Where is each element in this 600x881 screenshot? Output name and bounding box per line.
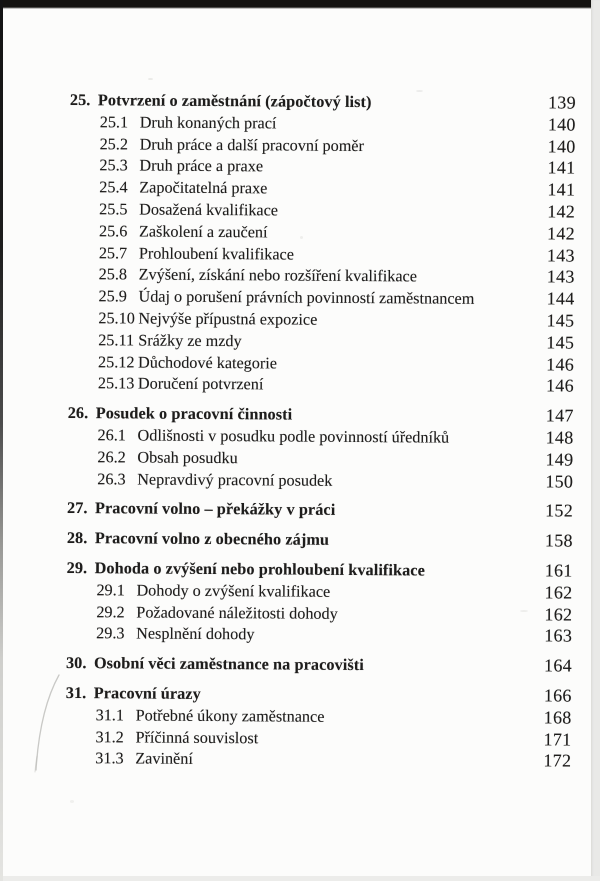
entry-title: Posudek o pracovní činnosti [95,404,293,424]
toc-entry-26-2 [67,446,573,471]
entry-number: 31. [65,683,87,703]
entry-page-number: 164 [544,655,573,676]
toc-entry-25-9 [68,285,574,310]
entry-page-number: 148 [545,427,574,448]
entry-number: 25.9 [98,287,127,306]
toc-entry-30 [66,652,572,677]
entry-number: 31.3 [95,749,124,768]
toc-entry-25-2 [70,133,576,158]
entry-title: Potvrzení o zaměstnání (zápočtový list) [97,91,372,112]
toc-entry-25-11 [68,329,574,354]
entry-page-number: 143 [546,266,575,287]
entry-page-number: 142 [547,201,576,222]
entry-page-number: 162 [544,582,573,603]
entry-page-number: 141 [547,179,576,200]
entry-title: Nesplnění dohody [136,624,255,644]
entry-title: Zaškolení a zaučení [138,222,268,242]
entry-page-number: 171 [543,728,572,750]
toc-entry-27 [67,497,573,522]
entry-number: 26.2 [97,447,126,467]
entry-page-number: 140 [547,135,576,157]
entry-title: Pracovní volno z obecného zájmu [94,529,330,549]
entry-title: Doručení potvrzení [137,374,264,394]
entry-page-number: 168 [543,707,572,728]
entry-number: 25.12 [98,352,135,372]
entry-number: 25.1 [99,113,129,132]
toc-entry-25-6 [69,220,575,245]
entry-title: Druh práce a další pracovní poměr [139,135,364,155]
entry-number: 29.2 [96,602,125,621]
entry-page-number: 141 [547,157,576,178]
entry-title: Obsah posudku [137,448,238,467]
entry-page-number: 163 [544,625,573,646]
entry-number: 25.13 [97,374,135,393]
entry-page-number: 172 [543,750,572,771]
entry-number: 26.1 [97,426,126,445]
toc-entry-25-12 [68,351,574,376]
entry-page-number: 146 [545,375,575,396]
toc-entry-25-10 [68,307,574,332]
entry-title: Potřebné úkony zaměstnance [135,706,325,726]
toc-entry-25-3 [69,154,575,179]
toc-entry-25-7 [69,242,575,267]
entry-title: Nepravdivý pracovní posudek [137,470,333,490]
entry-page-number: 162 [544,603,573,625]
entry-number: 25.10 [98,309,135,328]
scan-left-edge [0,0,3,881]
entry-title: Zavinění [135,749,193,769]
entry-page-number: 152 [545,500,574,521]
toc-entry-31-3 [65,747,571,772]
entry-page-number: 144 [546,288,575,309]
scan-speck [148,78,153,80]
entry-number: 25.6 [98,221,128,241]
toc-entry-26 [68,402,574,427]
toc-entry-26-3 [67,468,573,493]
entry-page-number: 150 [545,470,574,492]
toc-entry-25-13 [68,372,574,397]
entry-title: Odlišnosti v posudku podle povinností úředníků [137,426,450,447]
entry-title: Osobní věci zaměstnance na pracovišti [93,654,364,675]
entry-page-number: 139 [547,92,576,113]
toc-entry-25-4 [69,176,575,201]
toc-entry-25-1 [70,111,576,136]
entry-title: Dohoda o zvýšení nebo prohloubení kvalifikace [94,559,425,580]
entry-number: 29. [66,558,88,578]
scan-right-edge [591,0,600,881]
entry-page-number: 142 [547,223,576,244]
entry-page-number: 161 [544,560,573,581]
entry-number: 25.5 [99,200,128,219]
scan-top-edge [0,0,600,9]
entry-title: Prohloubení kvalifikace [138,244,295,264]
entry-number: 28. [66,529,88,548]
entry-number: 25.8 [98,265,128,284]
entry-page-number: 145 [546,332,575,353]
entry-page-number: 146 [546,353,575,375]
toc-entry-29-3 [66,622,572,647]
entry-title: Dohody o zvýšení kvalifikace [136,581,331,601]
entry-title: Požadované náležitosti dohody [136,603,338,623]
entry-title: Dosažená kvalifikace [139,200,279,220]
entry-title: Pracovní úrazy [93,684,201,703]
toc-entry-25 [70,89,576,114]
toc-entry-31 [66,682,572,707]
entry-number: 25.11 [98,330,135,350]
scan-speck [70,800,74,803]
entry-number: 25.2 [99,134,129,153]
entry-title: Druh konaných prací [139,113,277,133]
entry-title: Příčinná souvislost [135,727,259,747]
toc-entry-25-5 [69,198,575,223]
entry-title: Údaj o porušení právních povinností zaměstnancem [138,287,475,308]
entry-page-number: 143 [546,244,575,266]
entry-title: Druh práce a praxe [139,156,264,176]
entry-page-number: 145 [546,310,575,331]
table-of-contents [65,89,576,773]
entry-number: 25.3 [99,156,128,175]
toc-entry-31-1 [66,704,572,729]
entry-number: 31.1 [95,705,125,725]
entry-title: Důchodové kategorie [138,353,278,373]
entry-title: Pracovní volno – překážky v práci [95,499,336,520]
entry-title: Nejvýše přípustná expozice [138,309,318,329]
entry-number: 30. [65,654,87,673]
entry-number: 29.3 [96,624,125,643]
toc-entry-29-1 [66,579,572,604]
entry-page-number: 147 [545,405,574,426]
entry-number: 29.1 [96,580,125,600]
entry-page-number: 158 [544,530,573,551]
entry-number: 25. [69,90,91,110]
entry-title: Srážky ze mzdy [138,331,242,350]
toc-entry-29 [67,557,573,582]
entry-title: Zvýšení, získání nebo rozšíření kvalifikace [138,265,418,286]
toc-entry-29-2 [66,601,572,626]
entry-number: 26. [67,404,89,423]
entry-number: 27. [67,499,88,518]
entry-page-number: 140 [547,114,576,135]
entry-number: 26.3 [97,469,126,488]
toc-entry-28 [67,527,573,552]
entry-number: 31.2 [95,727,124,746]
entry-title: Započitatelná praxe [139,178,268,198]
entry-number: 25.4 [99,178,128,197]
entry-number: 25.7 [98,243,128,262]
toc-entry-31-2 [65,726,571,751]
entry-page-number: 166 [543,685,572,706]
toc-entry-26-1 [68,424,574,449]
entry-page-number: 149 [545,449,574,470]
scan-bottom-edge [0,876,600,881]
toc-entry-25-8 [69,263,575,288]
